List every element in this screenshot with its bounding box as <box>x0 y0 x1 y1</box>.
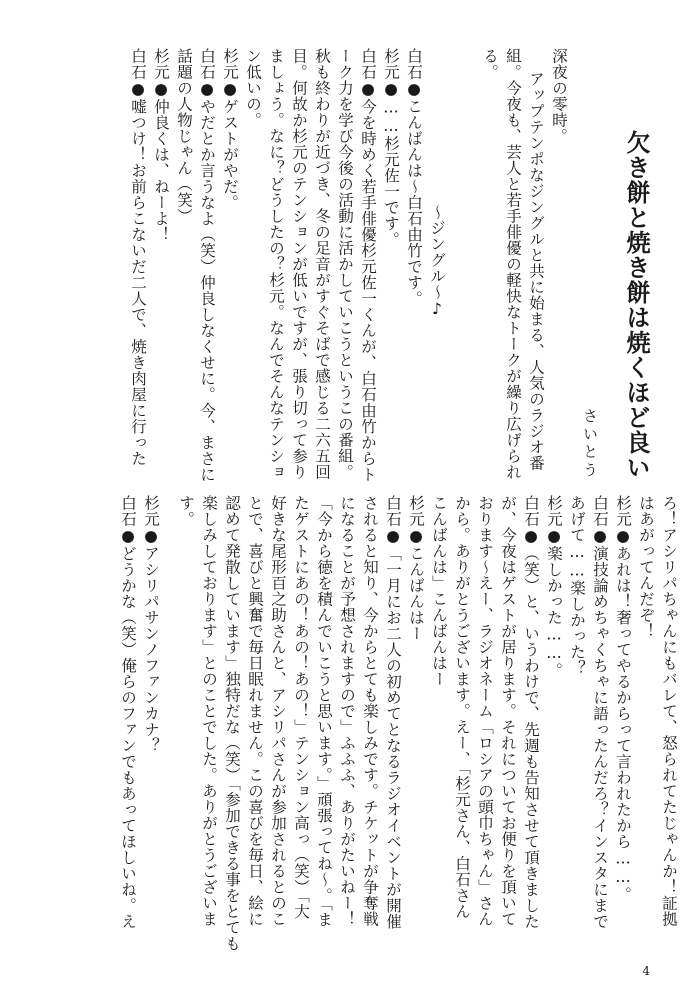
text-column: 杉元●あれは！奢ってやるからって言われたから……。 <box>614 495 632 903</box>
text-column: おります～えー、ラジオネーム「ロシアの頭巾ちゃん」さん <box>476 495 494 927</box>
text-column: 杉元●アシリパサンノファンカナ？ <box>142 495 160 754</box>
author-name: さいとう <box>581 408 599 480</box>
text-column: 白石●「一月にお二人の初めてとなるラジオイベントが開催 <box>384 495 402 930</box>
text-column: 杉元●楽しかった……。 <box>545 495 563 679</box>
lower-text-tier <box>40 495 680 952</box>
text-column: 白石●（笑）と、いうわけで、先週も告知させて頂きました <box>522 495 540 930</box>
text-column: す。 <box>177 495 195 527</box>
text-column: されると知り、今からとても楽しみです。チケットが争奪戦 <box>361 495 379 927</box>
text-column: 杉元●……杉元佐一です。 <box>382 48 400 248</box>
text-column: 白石●こんばんは～白石由竹です。 <box>405 48 423 307</box>
title-block <box>570 48 660 478</box>
text-column: 白石●やだとか言うなよ（笑）仲良しなくせに。今、まさに <box>198 48 216 483</box>
text-column: たゲストにあの！あの！あの！」テンション高っ（笑）「大 <box>292 495 310 920</box>
text-column: 深夜の零時。 <box>550 48 568 144</box>
text-column: 目。何故か杉元のテンションが低いですが、張り切って参り <box>290 48 308 480</box>
text-column: アップテンポなジングルと共に始まる、人気のラジオ番 <box>527 71 545 471</box>
text-column: 杉元●仲良くは、ねーよ！ <box>152 48 170 243</box>
text-column: 組。今夜も、芸人と若手俳優の軽快なトークが繰り広げられ <box>504 48 522 480</box>
text-column: 杉元●ゲストがやだ。 <box>221 48 239 211</box>
text-column: こんばんは」こんばんはー <box>430 495 448 687</box>
text-column: はあがってんだぞ！ <box>637 495 655 639</box>
text-column: あげて……楽しかった？ <box>568 495 586 676</box>
text-column: 認めて発散しています」独特だな（笑）「参加できる事をとても <box>223 495 241 952</box>
upper-text-tier <box>40 48 660 483</box>
story-title: 欠き餅と焼き餅は焼くほど良い <box>622 130 650 480</box>
text-column: とで、喜びと興奮で毎日眠れません。この喜びを毎日、絵に <box>246 495 264 927</box>
text-column: ましょう。なに？どうしたの？杉元。なんでそんなテンショ <box>267 48 285 480</box>
text-column: 楽しみしております」とのことでした。ありがとうございま <box>200 495 218 927</box>
text-column: 白石●どうかな（笑）俺らのファンでもあってほしいね。え <box>119 495 137 930</box>
text-column: 白石●演技論めちゃくちゃに語ったんだろ？インスタにまで <box>591 495 609 930</box>
text-column: 秋も終わりが近づき、冬の足音がすぐそばで感じる二六五回 <box>313 48 331 480</box>
text-column: ーク力を学び今後の活動に活かしていこうというこの番組。 <box>336 48 354 480</box>
text-column: ろ！アシリパちゃんにもバレて、怒られてたじゃんか！証拠 <box>660 495 678 927</box>
page-number: 4 <box>642 964 650 978</box>
jingle-line: ～ジングル～♪ <box>428 204 446 319</box>
text-column: 杉元●こんばんはー <box>407 495 425 642</box>
text-column: ン低いの。 <box>244 48 262 128</box>
text-column: から。ありがとうございます。えー、「杉元さん、白石さん <box>453 495 471 920</box>
text-column: 白石●今を時めく若手俳優杉元佐一くんが、白石由竹からト <box>359 48 377 483</box>
text-column: が、今夜はゲストが居ります。それについてお便りを頂いて <box>499 495 517 927</box>
text-column: 話題の人物じゃん（笑） <box>175 48 193 224</box>
text-column: 好きな尾形百之助さんと、アシリパさんが参加されるとのこ <box>269 495 287 927</box>
text-column: 白石●嘘つけ！お前らこないだ二人で、焼き肉屋に行った <box>129 48 147 467</box>
text-column: になることが予想されますので」ふふふ、ありがたいねー！ <box>338 495 356 927</box>
text-column: る。 <box>481 48 499 80</box>
text-column: 「今から徳を積んでいこうと思います。」頑張ってね～。「ま <box>315 495 333 928</box>
